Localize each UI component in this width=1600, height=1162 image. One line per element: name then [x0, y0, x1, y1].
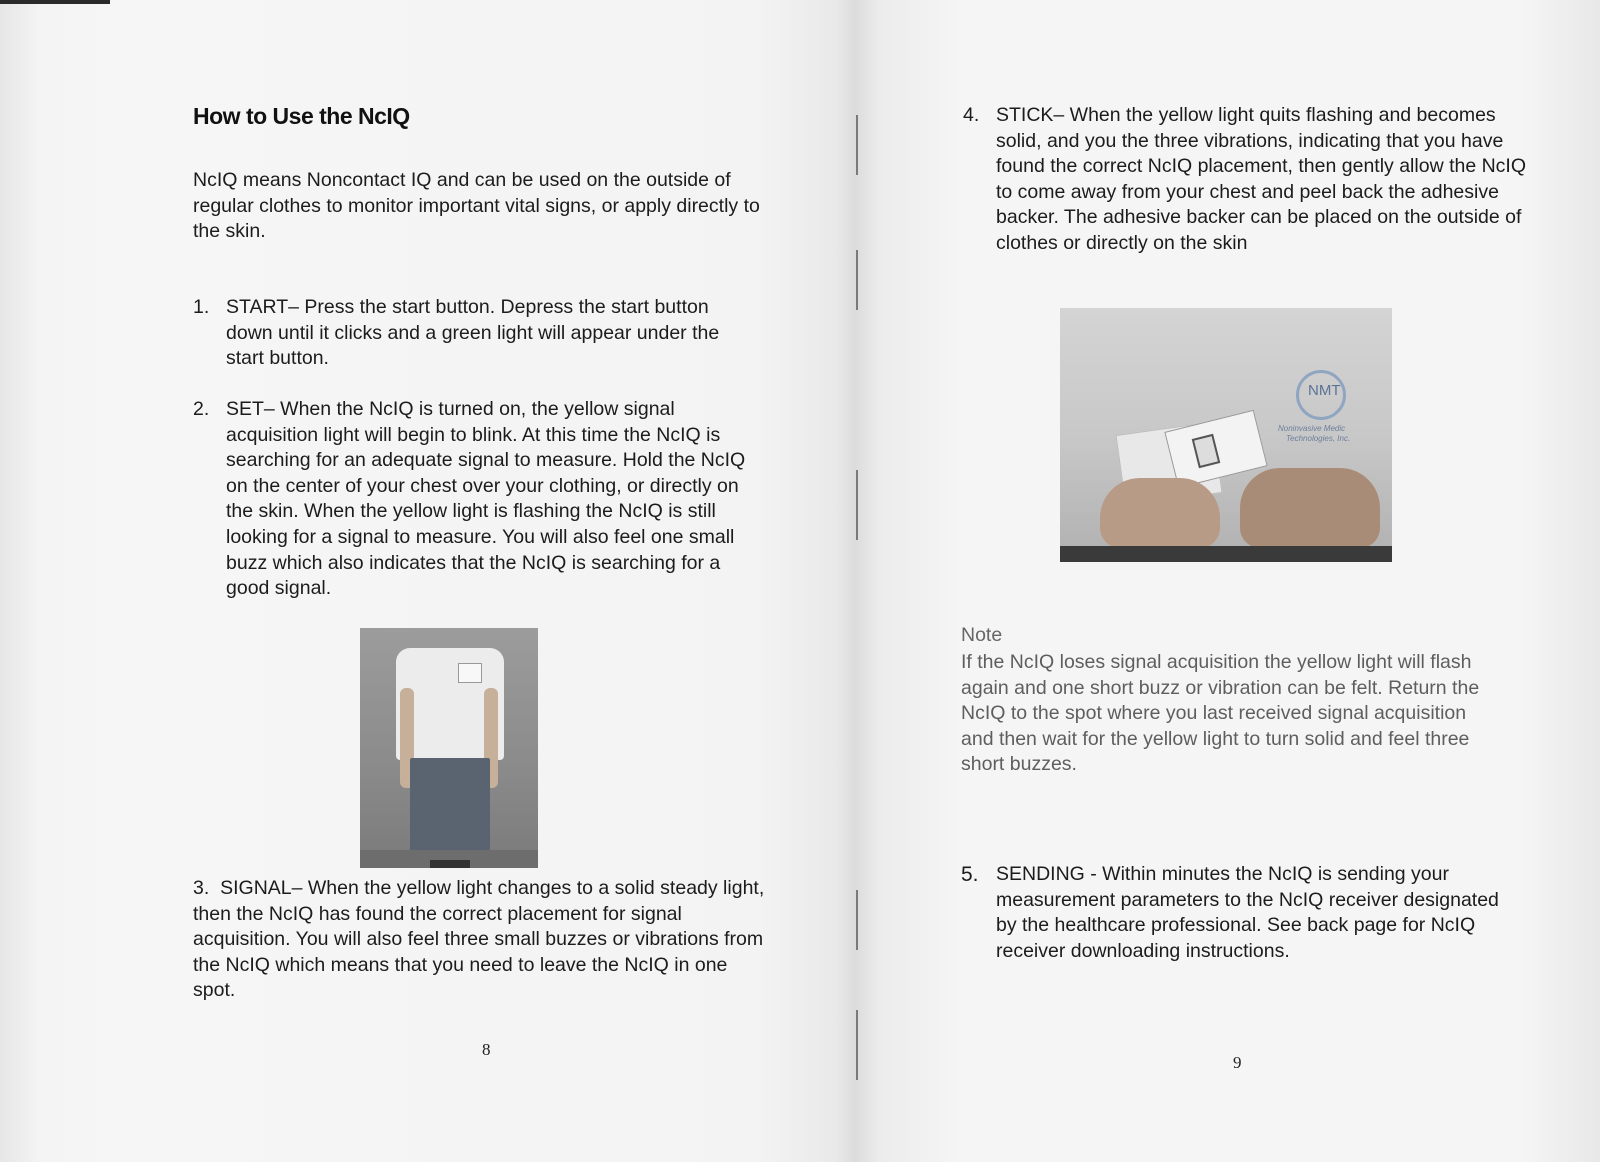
step-text: STICK– When the yellow light quits flashing and becomes solid, and you the three vibrations, indicating that you have found the correct NcIQ placement, then gently allow the NcIQ to come away from your chest and peel back the adhesive backer. The adhesive backer can be placed on the outside of clothes or directly on the skin: [996, 104, 1527, 254]
logo-abbr: NMT: [1308, 382, 1341, 399]
step-body: SIGNAL– When the yellow light changes to a solid steady light, then the NcIQ has found the correct placement for signal acquisition. You will also feel three small buzzes or vibrations from the NcIQ which means that you need to leave the NcIQ in one spot.: [193, 877, 765, 1002]
photo-hand: [1100, 478, 1220, 548]
step-text: [193, 876, 773, 1004]
step-number: 3.: [193, 877, 210, 899]
page-number: 8: [482, 1040, 491, 1059]
step-number: 5.: [961, 863, 979, 886]
logo-text: Technologies, Inc.: [1286, 434, 1351, 443]
step-number: 2.: [193, 398, 210, 420]
chest-placement-photo: [1060, 308, 1392, 562]
step-text: START– Press the start button. Depress the start button down until it clicks and a green light will appear under the start button.: [226, 296, 720, 370]
photo-shadow: [1060, 546, 1392, 562]
photo-jeans: [410, 758, 490, 858]
page-number: 9: [1233, 1053, 1242, 1072]
note-heading: Note: [961, 624, 1003, 646]
step-text: SENDING - Within minutes the NcIQ is sending your measurement parameters to the NcIQ receiver designated by the healthcare professional. See back page for NcIQ receiver downloading instructions.: [996, 863, 1499, 962]
photo-device: [458, 663, 482, 683]
photo-hand: [1240, 468, 1380, 548]
step-number: 1.: [193, 296, 210, 318]
nmt-logo: [1278, 366, 1368, 456]
standing-person-photo: [360, 628, 538, 868]
step-number: 4.: [963, 104, 980, 126]
intro-paragraph: NcIQ means Noncontact IQ and can be used on the outside of regular clothes to monitor important vital signs, or apply directly to the skin.: [193, 169, 760, 243]
step-signal: [193, 876, 773, 1004]
photo-feet: [430, 860, 470, 868]
note-text: If the NcIQ loses signal acquisition the yellow light will flash again and one short buzz or vibration can be felt. Return the NcIQ to the spot where you last received signal acquisition and then wait for the yellow light to turn solid and feel three short buzzes.: [961, 651, 1480, 776]
page-title: How to Use the NcIQ: [193, 103, 410, 129]
logo-text: Noninvasive Medic: [1278, 424, 1346, 433]
step-text: SET– When the NcIQ is turned on, the yellow signal acquisition light will begin to blink. At this time the NcIQ is searching for an adequate signal to measure. Hold the NcIQ on the center of your chest over your clothing, or directly on the skin. When the yellow light is flashing the NcIQ is still looking for a signal to measure. You will also feel one small buzz which also indicates that the NcIQ is searching for a good signal.: [226, 398, 746, 600]
